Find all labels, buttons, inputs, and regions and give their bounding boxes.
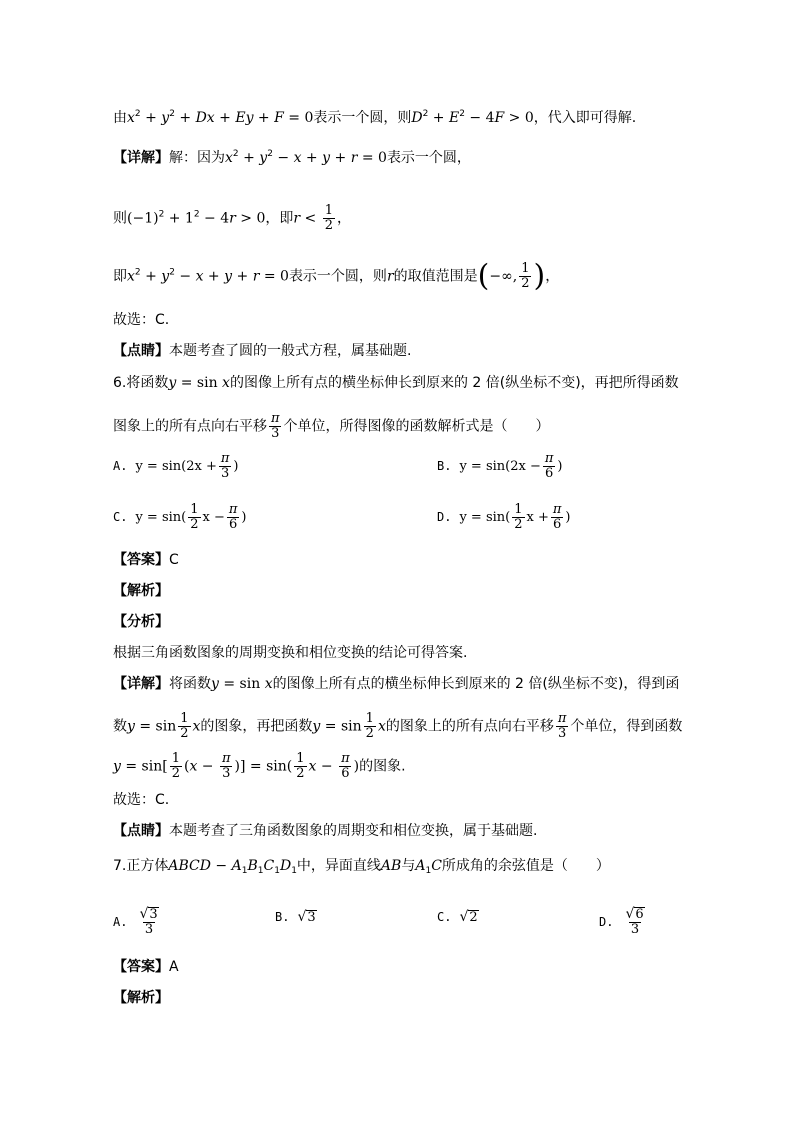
fraction: $\frac{1}{2}$ [324,203,333,233]
choice-line: 故选：C. [113,312,170,328]
choice-line-6: 故选：C. [113,792,170,808]
question-6-line-1: 6.将函数y = sin x的图像上所有点的横坐标伸长到原来的 2 倍(纵坐标不变)，再把所得函数 [113,375,679,391]
comment-line: 【点睛】本题考查了圆的一般式方程，属基础题. [113,343,412,359]
hint-line: 由$x^2 + y^2 + Dx + Ey + F = 0$表示一个圆，则$D^2 + E^2 - 4F > 0$，代入即可得解. [113,109,637,126]
analysis-heading: 【解析】 [113,583,169,599]
detail-6-line-2: 数y = sin $\frac{1}{2}$ x的图象，再把函数y = sin $\frac{1}{2}$ x的图象上的所有点向右平移 $\frac{\pi}{3}$ 个单位，得到函数 [113,711,683,741]
option-b[interactable]: B. y = sin(2x − $\frac{\pi}{6}$ ) [437,451,563,481]
answer-line-7: 【答案】A [113,959,179,975]
option-c[interactable]: C. y = sin( $\frac{1}{2}$ x − $\frac{\pi}{6}$ ) [113,502,247,532]
analysis-heading-7: 【解析】 [113,990,169,1006]
answer-line: 【答案】C [113,552,179,568]
fraction: $\frac{1}{2}$ [521,261,530,291]
detail-line-2: 则$(-1)^2 + 1^2 - 4r > 0$，即r < $\frac{1}{2}$ ， [113,203,351,233]
detail-line-3: 即$x^2 + y^2 - x + y + r = 0$表示一个圆，则r的取值范围是(−∞, $\frac{1}{2}$ )， [113,258,560,294]
detail-6-line-1: 【详解】将函数y = sin x的图像上所有点的横坐标伸长到原来的 2 倍(纵坐标不变)，得到函 [113,676,680,692]
option-d[interactable]: D. y = sin( $\frac{1}{2}$ x + $\frac{\pi}{6}$ ) [437,502,571,532]
question-6-line-2: 图象上的所有点向右平移 $\frac{\pi}{3}$ 个单位，所得图像的函数解析式是（ ） [113,411,550,441]
fenxi-heading: 【分析】 [113,614,169,630]
fenxi-text: 根据三角函数图象的周期变换和相位变换的结论可得答案. [113,645,468,661]
q7-option-a[interactable]: A. $\frac{√3}{3}$ [113,906,158,937]
question-7-line: 7.正方体ABCD − $A_1B_1C_1D_1$中，异面直线AB与$A_1C$所成角的余弦值是（ ） [113,858,610,876]
option-a[interactable]: A. y = sin(2x + $\frac{\pi}{3}$ ) [113,451,239,481]
comment-line-6: 【点睛】本题考查了三角函数图象的周期变和相位变换，属于基础题. [113,823,538,839]
q7-option-c[interactable]: C. √2 [437,909,478,925]
detail-6-line-3: y = sin[ $\frac{1}{2}$ (x − $\frac{\pi}{3}$ )] = sin( $\frac{1}{2}$ x − $\frac{\pi}{6}$ )的图象. [113,751,406,781]
detail-line-1: 【详解】解：因为$x^2 + y^2 - x + y + r = 0$表示一个圆， [113,149,471,166]
q7-option-b[interactable]: B. √3 [275,909,316,925]
q7-option-d[interactable]: D. $\frac{√6}{3}$ [599,906,644,937]
